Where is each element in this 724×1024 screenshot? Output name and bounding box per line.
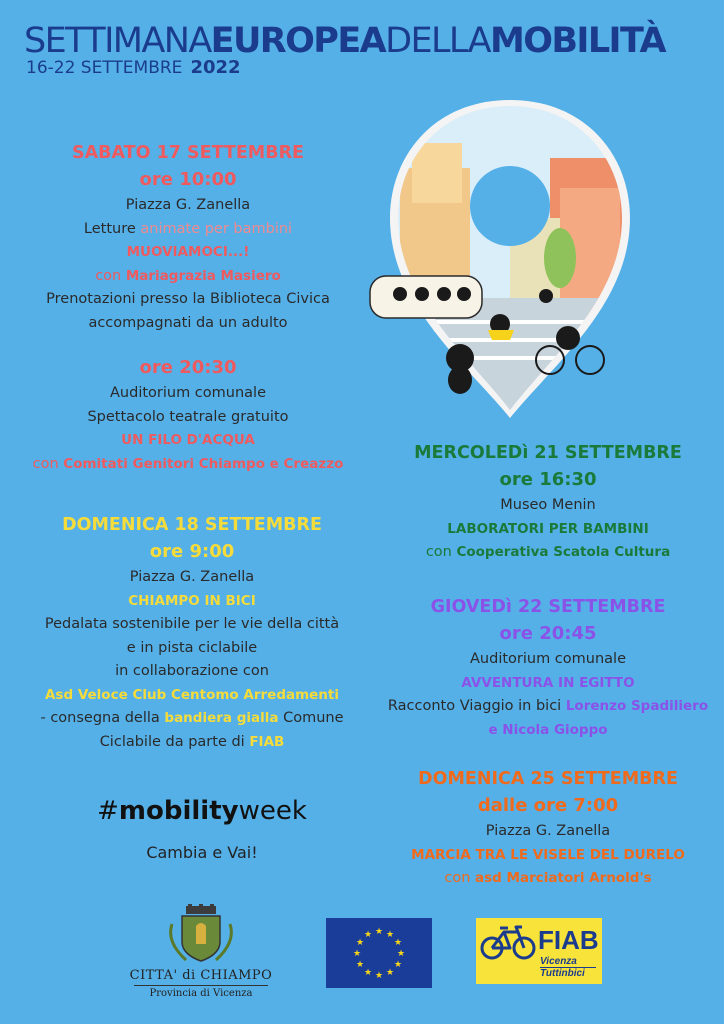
event-time: ore 9:00 [149, 541, 235, 562]
with-name: Comitati Genitori Chiampo e Creazzo [63, 455, 344, 472]
svg-text:★: ★ [393, 938, 403, 948]
with-prefix: con [32, 455, 64, 472]
event-with [0, 265, 376, 289]
desc-text: - consegna della [40, 710, 165, 726]
hashtag [0, 796, 404, 826]
event-mercoledi-21 [372, 440, 724, 565]
event-partner: Asd Veloce Club Centomo Arredamenti [44, 686, 340, 703]
desc-highlight: Lorenzo Spadiliero [565, 698, 709, 714]
title-word-della: DELLA [385, 21, 490, 61]
desc-highlight: animate per bambini [140, 220, 293, 237]
fiab-logo [476, 918, 602, 984]
svg-text:★: ★ [352, 949, 362, 959]
event-sabato-mattina [0, 140, 376, 335]
event-place: Auditorium comunale [110, 385, 266, 401]
hashtag-rest: week [238, 796, 307, 826]
event-day: SABATO 17 SETTEMBRE [72, 143, 304, 163]
hashtag-bold: mobility [118, 796, 239, 826]
eu-stars-icon [326, 918, 432, 988]
event-sabato-sera [0, 354, 376, 476]
svg-text:★: ★ [363, 968, 373, 978]
event-note: Prenotazioni presso la Biblioteca Civica [46, 291, 330, 307]
event-title: UN FILO D'ACQUA [121, 432, 255, 448]
event-with [372, 867, 724, 891]
event-giovedi-22 [372, 594, 724, 742]
event-place: Auditorium comunale [470, 651, 626, 667]
event-description: in collaborazione con [115, 663, 269, 679]
event-place: Piazza G. Zanella [485, 823, 611, 839]
svg-text:★: ★ [355, 938, 365, 948]
event-description: e in pista ciclabile [126, 639, 258, 656]
event-with [372, 541, 724, 565]
event-domenica-18 [0, 512, 384, 754]
event-description [0, 707, 384, 731]
desc-highlight: e Nicola Gioppo [488, 721, 608, 738]
coat-of-arms-icon [126, 904, 276, 964]
with-name: Mariagrazia Masiero [125, 267, 281, 284]
event-place: Piazza G. Zanella [129, 569, 255, 585]
event-day: MERCOLEDì 21 SETTEMBRE [414, 443, 682, 463]
province-name: Provincia di Vicenza [149, 988, 253, 999]
title-word-europea: EUROPEA [210, 21, 386, 61]
fiab-subtitle: Vicenza [540, 956, 577, 967]
desc-text: Ciclabile da parte di [99, 733, 250, 750]
event-description: Spettacolo teatrale gratuito [87, 408, 289, 425]
fiab-subtitle: Tuttinbici [540, 968, 585, 979]
svg-text:★: ★ [393, 960, 403, 970]
hashtag-symbol: # [97, 796, 119, 826]
desc-highlight: FIAB [249, 733, 285, 750]
with-prefix: con [444, 870, 476, 886]
svg-text:★: ★ [374, 927, 384, 937]
fiab-name: FIAB [538, 925, 599, 955]
event-place: Piazza G. Zanella [125, 197, 251, 213]
event-day: DOMENICA 25 SETTEMBRE [418, 769, 678, 789]
year: 2022 [190, 57, 241, 78]
desc-text: Racconto Viaggio in bici [387, 698, 566, 714]
with-prefix: con [425, 544, 457, 560]
title-word-settimana: SETTIMANA [24, 21, 211, 61]
with-name: asd Marciatori Arnold's [475, 870, 652, 886]
subtitle-dates [26, 58, 241, 78]
event-description [0, 731, 384, 755]
event-time: ore 20:30 [139, 357, 237, 378]
svg-text:★: ★ [385, 930, 395, 940]
event-place: Museo Menin [500, 497, 596, 513]
event-time: dalle ore 7:00 [477, 795, 619, 816]
svg-text:★: ★ [396, 949, 406, 959]
city-name: CITTA' di CHIAMPO [129, 968, 273, 983]
slogan: Cambia e Vai! [146, 843, 258, 862]
svg-text:★: ★ [363, 930, 373, 940]
event-description [372, 695, 724, 719]
desc-text: Letture [83, 220, 141, 237]
desc-text: Comune [278, 710, 344, 726]
svg-text:★: ★ [355, 960, 365, 970]
event-with [0, 453, 376, 477]
event-title: LABORATORI PER BAMBINI [447, 520, 649, 537]
event-note: accompagnati da un adulto [88, 314, 288, 331]
city-logo [126, 904, 276, 1000]
with-name: Cooperativa Scatola Cultura [456, 544, 671, 560]
bicycle-icon [480, 924, 536, 962]
event-title: MUOVIAMOCI...! [126, 244, 250, 260]
event-day: GIOVEDì 22 SETTEMBRE [430, 597, 666, 617]
event-description: Pedalata sostenibile per le vie della città [44, 616, 340, 632]
eu-flag [326, 918, 432, 988]
page-title [24, 20, 665, 62]
desc-highlight: bandiera gialla [164, 710, 279, 726]
title-word-mobilita: MOBILITÀ [489, 21, 666, 61]
event-time: ore 10:00 [139, 169, 237, 190]
event-day: DOMENICA 18 SETTEMBRE [62, 515, 322, 535]
date-range: 16-22 SETTEMBRE [26, 58, 183, 78]
svg-text:★: ★ [374, 971, 384, 981]
event-title: MARCIA TRA LE VISELE DEL DURELO [411, 846, 685, 863]
event-title: AVVENTURA IN EGITTO [461, 674, 635, 691]
event-time: ore 16:30 [499, 469, 597, 490]
event-description [0, 218, 376, 242]
with-prefix: con [95, 267, 126, 284]
map-pin-illustration [360, 98, 660, 418]
svg-text:★: ★ [385, 968, 395, 978]
event-title: CHIAMPO IN BICI [128, 592, 256, 609]
event-time: ore 20:45 [499, 623, 597, 644]
event-domenica-25 [372, 766, 724, 891]
